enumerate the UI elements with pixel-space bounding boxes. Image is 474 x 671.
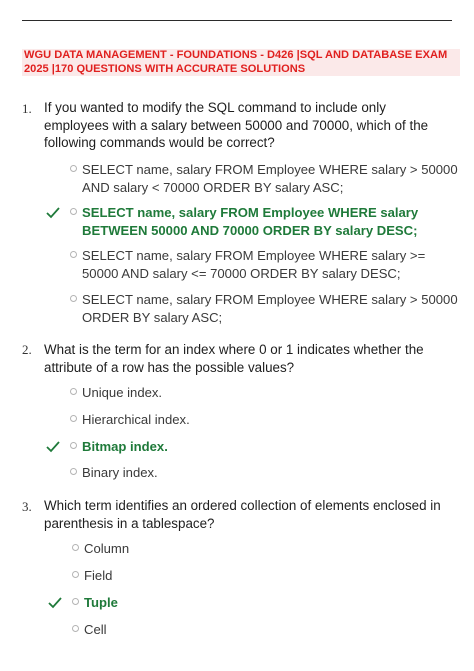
answer-option-text: Field — [84, 568, 113, 583]
answer-option[interactable] — [70, 384, 460, 402]
answer-option-text: Bitmap index. — [82, 439, 168, 454]
answer-option-correct[interactable] — [70, 438, 460, 456]
radio-icon[interactable] — [72, 544, 79, 551]
top-divider — [22, 20, 452, 21]
checkmark-icon — [48, 597, 62, 609]
radio-icon[interactable] — [70, 388, 77, 395]
document-title: WGU DATA MANAGEMENT - FOUNDATIONS - D426 |SQL AND DATABASE EXAM 2025 |170 QUESTIONS WITH ACCURATE SOLUTIONS — [22, 49, 460, 76]
checkmark-icon — [46, 441, 60, 453]
answer-option[interactable] — [72, 621, 462, 639]
answer-option[interactable] — [70, 291, 460, 326]
radio-icon[interactable] — [70, 415, 77, 422]
question-number: 2. — [22, 342, 32, 357]
radio-icon[interactable] — [70, 208, 77, 215]
radio-icon[interactable] — [70, 165, 77, 172]
radio-icon[interactable] — [72, 625, 79, 632]
answer-option-text: SELECT name, salary FROM Employee WHERE salary >= 50000 AND salary <= 70000 ORDER BY salary DESC; — [82, 248, 426, 281]
question-number: 1. — [22, 101, 32, 116]
answer-option[interactable] — [72, 540, 462, 558]
answer-option-text: Hierarchical index. — [82, 412, 190, 427]
checkmark-icon — [46, 207, 60, 219]
question-text: What is the term for an index where 0 or 1 indicates whether the attribute of a row has the possible values? — [44, 342, 424, 375]
question-number: 3. — [22, 499, 32, 514]
answer-option-text: Unique index. — [82, 385, 163, 400]
radio-icon[interactable] — [72, 571, 79, 578]
answer-option-text: SELECT name, salary FROM Employee WHERE salary BETWEEN 50000 AND 70000 ORDER BY salary DESC; — [82, 205, 419, 238]
answer-option-correct[interactable] — [70, 204, 460, 239]
answer-option[interactable] — [70, 464, 460, 482]
answer-option[interactable] — [70, 411, 460, 429]
radio-icon[interactable] — [70, 442, 77, 449]
answer-option-text: Tuple — [84, 595, 118, 610]
answer-option-text: Column — [84, 541, 130, 556]
radio-icon[interactable] — [70, 295, 77, 302]
radio-icon[interactable] — [70, 468, 77, 475]
answer-option[interactable] — [70, 161, 460, 196]
answer-option-text: SELECT name, salary FROM Employee WHERE salary > 50000 ORDER BY salary ASC; — [82, 292, 458, 325]
question-text: If you wanted to modify the SQL command to include only employees with a salary between 50000 and 70000, which of the following commands would be correct? — [44, 100, 429, 150]
question-text: Which term identifies an ordered collection of elements enclosed in parenthesis in a tablespace? — [44, 498, 441, 531]
answer-option-text: Binary index. — [82, 465, 158, 480]
answer-option[interactable] — [72, 567, 462, 585]
answer-option-text: Cell — [84, 622, 107, 637]
answer-option-text: SELECT name, salary FROM Employee WHERE salary > 50000 AND salary < 70000 ORDER BY salary ASC; — [82, 162, 458, 195]
answer-option-correct[interactable] — [72, 594, 462, 612]
answer-option[interactable] — [70, 247, 460, 282]
radio-icon[interactable] — [70, 251, 77, 258]
radio-icon[interactable] — [72, 598, 79, 605]
